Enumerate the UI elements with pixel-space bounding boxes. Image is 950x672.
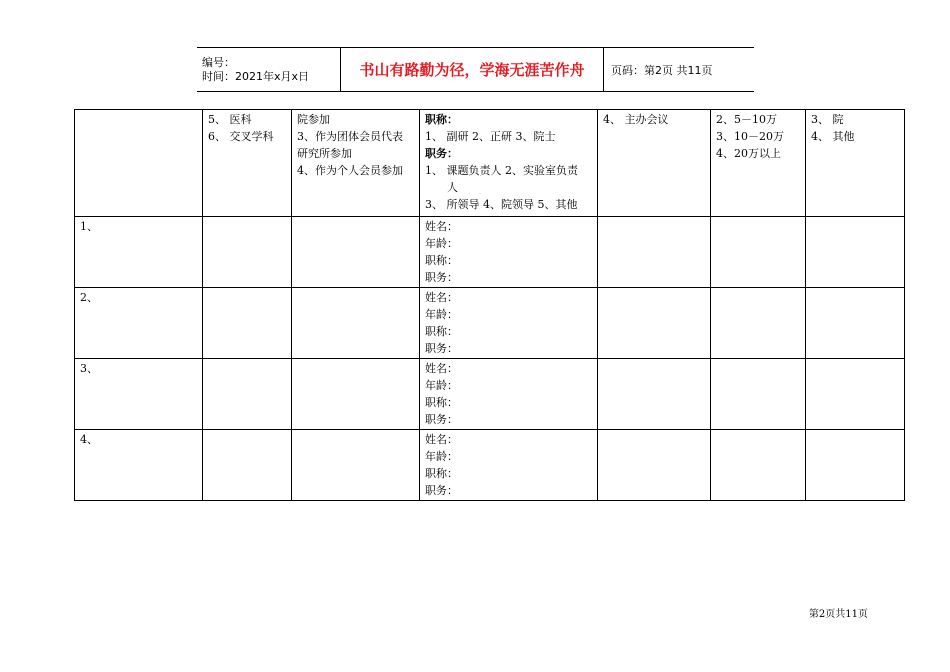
blank-cell[interactable] xyxy=(598,430,711,501)
title-field-label: 职称： xyxy=(425,325,458,338)
age-field-label: 年龄： xyxy=(425,237,458,250)
duty-field-label: 职务： xyxy=(425,271,458,284)
row-index-label: 1、 xyxy=(80,220,98,233)
name-field-label: 姓名： xyxy=(425,433,458,446)
page-header xyxy=(197,47,754,92)
funding-option: 2、5－10万 xyxy=(716,113,777,126)
age-field-label: 年龄： xyxy=(425,379,458,392)
row-index xyxy=(75,430,203,501)
blank-cell[interactable] xyxy=(711,217,806,288)
membership-option: 院参加 xyxy=(297,113,330,126)
name-field-label: 姓名： xyxy=(425,362,458,375)
blank-cell[interactable] xyxy=(806,217,905,288)
time-label: 时间：2021年x月x日 xyxy=(202,69,310,83)
blank-cell[interactable] xyxy=(806,288,905,359)
title-field-label: 职称： xyxy=(425,254,458,267)
membership-option: 研究所参加 xyxy=(297,147,352,160)
blank-cell[interactable] xyxy=(711,288,806,359)
blank-cell[interactable] xyxy=(203,359,292,430)
row-index-label: 3、 xyxy=(80,362,98,375)
footer-page-number: 第2页共11页 xyxy=(808,609,868,620)
row-index-label: 4、 xyxy=(80,433,98,446)
age-field-label: 年龄： xyxy=(425,308,458,321)
level-option: 4、 其他 xyxy=(811,130,855,143)
header-motto xyxy=(341,48,604,91)
options-cell-membership xyxy=(292,110,420,217)
blank-cell[interactable] xyxy=(292,288,420,359)
motto-text: 书山有路勤为径，学海无涯苦作舟 xyxy=(359,61,585,79)
member-info-cell[interactable] xyxy=(420,430,598,501)
blank-cell[interactable] xyxy=(711,359,806,430)
blank-cell[interactable] xyxy=(203,430,292,501)
duty-field-label: 职务： xyxy=(425,413,458,426)
title-field-label: 职称： xyxy=(425,467,458,480)
title-heading: 职称： xyxy=(425,113,458,126)
table-row xyxy=(75,359,905,430)
title-field-label: 职称： xyxy=(425,396,458,409)
name-field-label: 姓名： xyxy=(425,291,458,304)
activity-option: 4、 主办会议 xyxy=(603,113,669,126)
application-table xyxy=(74,109,905,501)
blank-cell[interactable] xyxy=(711,430,806,501)
funding-option: 3、10－20万 xyxy=(716,130,784,143)
funding-option: 4、20万以上 xyxy=(716,147,781,160)
blank-cell[interactable] xyxy=(292,217,420,288)
page-footer xyxy=(809,605,868,620)
header-page-info xyxy=(604,48,754,91)
duty-options-continued: 人 xyxy=(447,181,458,194)
age-field-label: 年龄： xyxy=(425,450,458,463)
title-options: 1、 副研 2、正研 3、院士 xyxy=(425,130,556,143)
table-row xyxy=(75,288,905,359)
number-label: 编号： xyxy=(202,55,235,69)
level-option: 3、 院 xyxy=(811,113,844,126)
duty-field-label: 职务： xyxy=(425,484,458,497)
membership-option: 3、作为团体会员代表 xyxy=(297,130,403,143)
row-index xyxy=(75,217,203,288)
membership-option: 4、作为个人会员参加 xyxy=(297,164,403,177)
duty-field-label: 职务： xyxy=(425,342,458,355)
table-row xyxy=(75,430,905,501)
blank-cell[interactable] xyxy=(598,288,711,359)
blank-cell[interactable] xyxy=(598,217,711,288)
options-cell-activity xyxy=(598,110,711,217)
blank-cell[interactable] xyxy=(598,359,711,430)
row-index xyxy=(75,359,203,430)
options-cell-discipline xyxy=(203,110,292,217)
options-row xyxy=(75,110,905,217)
page-label: 页码：第2页 共11页 xyxy=(611,63,713,77)
member-info-cell[interactable] xyxy=(420,217,598,288)
blank-cell[interactable] xyxy=(203,217,292,288)
member-info-cell[interactable] xyxy=(420,359,598,430)
blank-cell[interactable] xyxy=(292,359,420,430)
options-cell-index xyxy=(75,110,203,217)
member-info-cell[interactable] xyxy=(420,288,598,359)
duty-heading: 职务： xyxy=(425,147,458,160)
options-cell-level xyxy=(806,110,905,217)
row-index-label: 2、 xyxy=(80,291,98,304)
discipline-option: 5、 医科 xyxy=(208,113,252,126)
blank-cell[interactable] xyxy=(203,288,292,359)
options-cell-title-duty xyxy=(420,110,598,217)
row-index xyxy=(75,288,203,359)
duty-options: 3、 所领导 4、院领导 5、其他 xyxy=(425,198,578,211)
discipline-option: 6、 交叉学科 xyxy=(208,130,274,143)
blank-cell[interactable] xyxy=(806,359,905,430)
table-row xyxy=(75,217,905,288)
duty-options: 1、 课题负责人 2、实验室负责 xyxy=(425,164,578,177)
blank-cell[interactable] xyxy=(292,430,420,501)
options-cell-funding xyxy=(711,110,806,217)
blank-cell[interactable] xyxy=(806,430,905,501)
header-meta xyxy=(197,48,341,91)
name-field-label: 姓名： xyxy=(425,220,458,233)
